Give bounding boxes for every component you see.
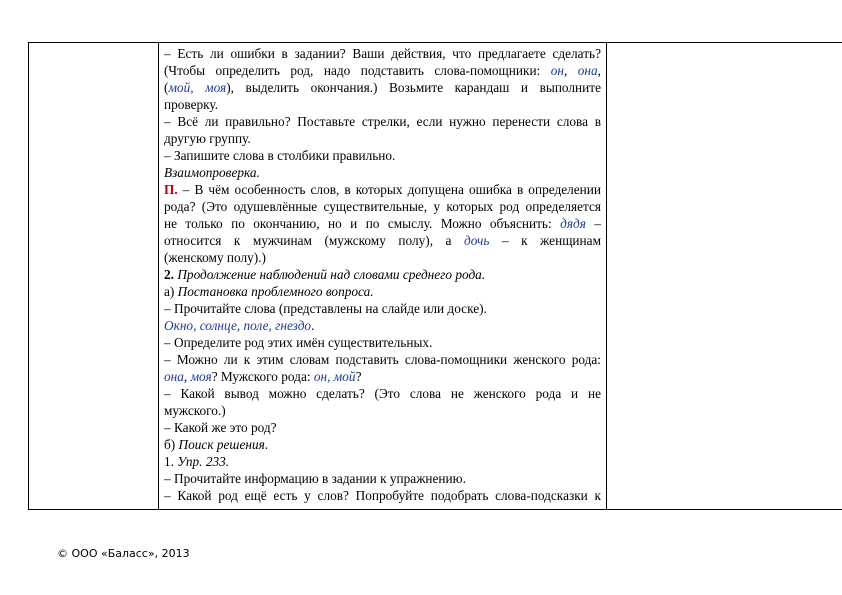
- text-fragment: Постановка проблемного вопроса.: [177, 284, 374, 299]
- text-line: [164, 402, 601, 419]
- text-fragment: Упр. 233.: [177, 454, 230, 469]
- text-line: [164, 317, 601, 334]
- text-fragment: (: [164, 80, 169, 95]
- text-fragment: относится к мужчинам (мужскому полу), а: [164, 233, 464, 248]
- text-fragment: Взаимопроверка.: [164, 165, 260, 180]
- column-divider-left: [158, 43, 159, 509]
- text-fragment: мужского.): [164, 403, 226, 418]
- text-line: [164, 62, 601, 79]
- text-fragment: .: [311, 318, 315, 333]
- text-line: [164, 419, 601, 436]
- text-line: [164, 300, 601, 317]
- text-fragment: – Можно ли к этим словам подставить слова-помощники женского рода:: [164, 352, 601, 367]
- text-fragment: он: [550, 63, 564, 78]
- text-line: [164, 470, 601, 487]
- text-line: [164, 113, 601, 130]
- text-fragment: ,: [563, 63, 578, 78]
- text-fragment: ?: [355, 369, 362, 384]
- text-fragment: а): [164, 284, 178, 299]
- text-line: [164, 147, 601, 164]
- lesson-table: [28, 42, 842, 510]
- text-line: [164, 96, 601, 113]
- text-fragment: – Прочитайте слова (представлены на слайде или доске).: [164, 301, 487, 316]
- text-fragment: – Запишите слова в столбики правильно.: [164, 148, 396, 163]
- column-divider-right: [606, 43, 607, 509]
- text-fragment: ,: [597, 63, 601, 78]
- text-line: [164, 436, 601, 453]
- text-line: [164, 453, 601, 470]
- text-fragment: – В чём особенность слов, в которых допущена ошибка в определении: [177, 182, 601, 197]
- text-fragment: – Есть ли ошибки в задании? Ваши действия, что предлагаете сделать?: [164, 46, 601, 61]
- text-line: [164, 266, 601, 283]
- text-fragment: Окно, солнце, поле, гнездо: [164, 318, 312, 333]
- text-fragment: П.: [164, 182, 178, 197]
- text-fragment: проверку.: [164, 97, 219, 112]
- text-line: [164, 198, 601, 215]
- text-fragment: (женскому полу).): [164, 250, 266, 265]
- text-fragment: Поиск решения: [178, 437, 265, 452]
- text-fragment: 1.: [164, 454, 178, 469]
- text-fragment: другую группу.: [164, 131, 251, 146]
- text-fragment: .: [264, 437, 269, 452]
- text-line: [164, 130, 601, 147]
- text-fragment: – Какой же это род?: [164, 420, 277, 435]
- text-fragment: ,: [183, 369, 191, 384]
- text-fragment: – Какой вывод можно сделать? (Это слова не женского рода и не: [164, 386, 601, 401]
- text-line: [164, 181, 601, 198]
- copyright-footer: © ООО «Баласс», 2013: [57, 547, 190, 560]
- text-line: [164, 164, 601, 181]
- text-fragment: дядя: [560, 216, 586, 231]
- text-line: [164, 215, 601, 232]
- text-line: [164, 334, 601, 351]
- lesson-content-cell: [164, 45, 601, 504]
- text-line: [164, 351, 601, 368]
- text-fragment: – к женщинам: [489, 233, 601, 248]
- text-fragment: 2.: [164, 267, 174, 282]
- text-fragment: – Определите род этих имён существительных.: [164, 335, 433, 350]
- text-fragment: ? Мужского рода:: [211, 369, 314, 384]
- text-line: [164, 283, 601, 300]
- text-fragment: рода? (Это одушевлённые существительные, у которых род определяется: [164, 199, 601, 214]
- text-fragment: – Всё ли правильно? Поставьте стрелки, если нужно перенести слова в: [164, 114, 601, 129]
- text-fragment: он, мой: [313, 369, 356, 384]
- text-line: [164, 79, 601, 96]
- text-line: [164, 487, 601, 504]
- text-fragment: – Прочитайте информацию в задании к упражнению.: [164, 471, 466, 486]
- text-fragment: она: [164, 369, 184, 384]
- text-fragment: б): [164, 437, 179, 452]
- text-fragment: не только по окончанию, но и по смыслу. Можно объяснить:: [164, 216, 561, 231]
- text-line: [164, 385, 601, 402]
- text-line: [164, 249, 601, 266]
- text-fragment: –: [585, 216, 601, 231]
- text-line: [164, 368, 601, 385]
- text-fragment: Продолжение наблюдений над словами среднего рода.: [177, 267, 486, 282]
- text-fragment: (Чтобы определить род, надо подставить слова-помощники:: [164, 63, 551, 78]
- text-fragment: моя: [190, 369, 212, 384]
- text-line: [164, 232, 601, 249]
- text-fragment: она: [577, 63, 598, 78]
- text-fragment: дочь: [464, 233, 490, 248]
- text-fragment: ), выделить окончания.) Возьмите карандаш и выполните: [226, 80, 601, 95]
- text-line: [164, 45, 601, 62]
- text-fragment: мой, моя: [168, 80, 227, 95]
- text-fragment: – Какой род ещё есть у слов? Попробуйте подобрать слова-подсказки к: [164, 488, 601, 503]
